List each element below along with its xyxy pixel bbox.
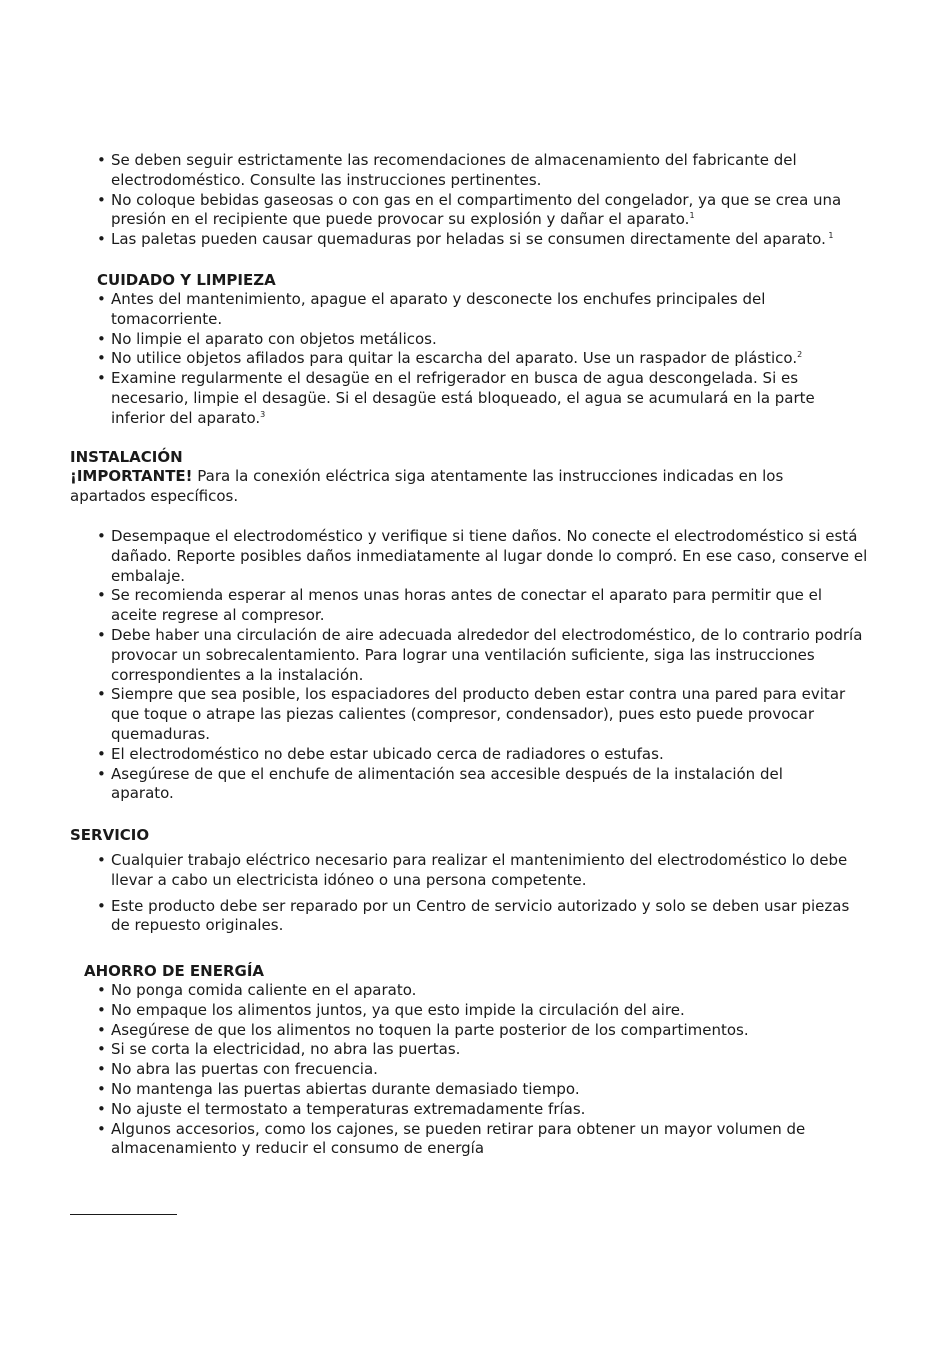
- list-item-text: El electrodoméstico no debe estar ubicado cerca de radiadores o estufas.: [111, 744, 664, 763]
- care-section: [97, 270, 857, 429]
- section-heading: INSTALACIÓN: [70, 448, 183, 466]
- installation-list: [97, 527, 869, 804]
- list-item: [97, 1001, 857, 1021]
- list-item-text: No utilice objetos afilados para quitar la escarcha del aparato. Use un raspador de plástico.: [111, 349, 798, 368]
- list-item: [97, 1021, 857, 1041]
- installation-heading-block: [70, 447, 830, 507]
- list-item: [97, 586, 869, 626]
- storage-section: [97, 151, 867, 250]
- list-item-text: Se deben seguir estrictamente las recomendaciones de almacenamiento del fabricante del electrodoméstico. Consulte las instrucciones pertinentes.: [111, 151, 797, 189]
- list-item-text: Asegúrese de que el enchufe de alimentación sea accesible después de la instalación del aparato.: [111, 764, 783, 803]
- footnote-marker: 3: [260, 409, 266, 419]
- section-heading: SERVICIO: [70, 826, 150, 844]
- energy-list-block: [97, 981, 857, 1159]
- list-item: [97, 685, 869, 744]
- important-paragraph: [70, 467, 830, 507]
- footnote-divider: [70, 1214, 177, 1215]
- list-item-text: Este producto debe ser reparado por un Centro de servicio autorizado y solo se deben usar piezas de repuesto originales.: [111, 896, 850, 935]
- list-item-text: Asegúrese de que los alimentos no toquen la parte posterior de los compartimentos.: [111, 1020, 749, 1039]
- energy-list: [97, 981, 857, 1159]
- list-item: [97, 851, 857, 891]
- list-item-text: Examine regularmente el desagüe en el refrigerador en busca de agua descongelada. Si es necesario, limpie el desagüe. Si el desagüe está bloqueado, el agua se acumulará en la parte inferior del aparato.: [111, 369, 815, 427]
- list-item: [97, 981, 857, 1001]
- list-item: [97, 527, 869, 586]
- list-item-text: No ajuste el termostato a temperaturas extremadamente frías.: [111, 1099, 586, 1118]
- list-item-text: Se recomienda esperar al menos unas horas antes de conectar el aparato para permitir que el aceite regrese al compresor.: [111, 586, 822, 625]
- list-item: [97, 1120, 857, 1160]
- list-item: [97, 745, 869, 765]
- list-item: [97, 230, 867, 250]
- section-heading: AHORRO DE ENERGÍA: [84, 962, 265, 980]
- list-item: [97, 1080, 857, 1100]
- list-item-text: Desempaque el electrodoméstico y verifique si tiene daños. No conecte el electrodoméstico si está dañado. Reporte posibles daños inmediatamente al lugar donde lo compró. En ese caso, conserve el embalaje.: [111, 527, 868, 585]
- storage-list: [97, 151, 867, 250]
- list-item-text: No abra las puertas con frecuencia.: [111, 1060, 378, 1079]
- list-item-text: No coloque bebidas gaseosas o con gas en el compartimento del congelador, ya que se crea una presión en el recipiente que puede provocar su explosión y dañar el aparato.: [111, 190, 842, 229]
- important-label: ¡IMPORTANTE!: [70, 467, 193, 485]
- list-item-text: No empaque los alimentos juntos, ya que esto impide la circulación del aire.: [111, 1000, 685, 1019]
- list-item-text: No mantenga las puertas abiertas durante demasiado tiempo.: [111, 1079, 580, 1098]
- list-item: [97, 765, 869, 805]
- list-item-text: Debe haber una circulación de aire adecuada alrededor del electrodoméstico, de lo contrario podría provocar un sobrecalentamiento. Para lograr una ventilación suficiente, siga las instrucciones correspondientes a la instalación.: [111, 625, 863, 684]
- energy-section: [84, 961, 864, 981]
- list-item: [97, 369, 857, 428]
- service-list-block: [97, 851, 857, 936]
- care-list: [97, 290, 857, 429]
- section-heading: CUIDADO Y LIMPIEZA: [97, 271, 276, 289]
- list-item-text: No limpie el aparato con objetos metálicos.: [111, 329, 437, 348]
- list-item-text: Cualquier trabajo eléctrico necesario para realizar el mantenimiento del electrodoméstico lo debe llevar a cabo un electricista idóneo o una persona competente.: [111, 851, 848, 889]
- list-item: [97, 191, 867, 231]
- installation-section: [97, 527, 869, 804]
- list-item-text: Algunos accesorios, como los cajones, se pueden retirar para obtener un mayor volumen de almacenamiento y reducir el consumo de energía: [111, 1119, 806, 1158]
- footnote-marker: 1: [689, 211, 695, 221]
- list-item: [97, 1060, 857, 1080]
- list-item-text: Si se corta la electricidad, no abra las puertas.: [111, 1040, 461, 1059]
- footnote-marker: 1: [825, 231, 834, 241]
- service-section: [70, 825, 860, 845]
- service-list: [97, 851, 857, 936]
- list-item: [97, 151, 867, 191]
- list-item: [97, 349, 857, 369]
- list-item-text: No ponga comida caliente en el aparato.: [111, 981, 417, 999]
- list-item: [97, 1040, 857, 1060]
- list-item-text: Siempre que sea posible, los espaciadores del producto deben estar contra una pared para evitar que toque o atrape las piezas calientes (compresor, condensador), pues esto puede provocar quemaduras.: [111, 685, 846, 743]
- list-item: [97, 1100, 857, 1120]
- list-item: [97, 897, 857, 937]
- list-item: [97, 626, 869, 685]
- footnote-marker: 2: [797, 350, 803, 360]
- list-item-text: Antes del mantenimiento, apague el aparato y desconecte los enchufes principales del tomacorriente.: [111, 290, 766, 328]
- list-item: [97, 290, 857, 330]
- list-item: [97, 330, 857, 350]
- list-item-text: Las paletas pueden causar quemaduras por heladas si se consumen directamente del aparato.: [111, 230, 826, 249]
- important-text: Para la conexión eléctrica siga atentamente las instrucciones indicadas en los apartados específicos.: [70, 467, 784, 505]
